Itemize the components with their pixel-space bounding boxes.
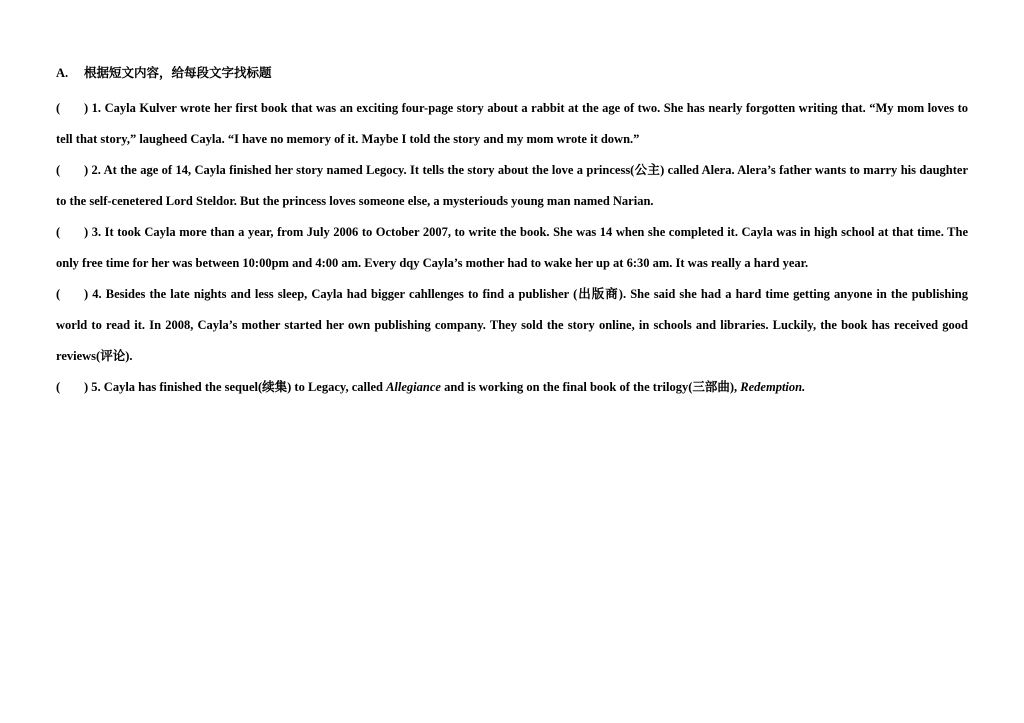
question-1 <box>56 93 968 155</box>
question-2 <box>56 155 968 217</box>
question-5-text-middle: and is working on the final book of the trilogy(三部曲), <box>440 380 741 394</box>
answer-blank-5[interactable]: ( <box>56 380 61 394</box>
question-4-text: ) 4. Besides the late nights and less sleep, Cayla had bigger cahllenges to find a publisher (出版商). She said she had a hard time getting anyone in the publishing world to read it. In 2008, Cayla’s mother started her own publishing company. They sold the story online, in schools and libraries. Luckily, the book has received good reviews(评论). <box>56 287 968 363</box>
question-2-text: ) 2. At the age of 14, Cayla finished her story named Legocy. It tells the story about the love a princess(公主) called Alera. Alera’s father wants to marry his daughter to the self-cenetered Lord Steldor. But the princess loves someone else, a mysteriouds young man named Narian. <box>56 163 968 208</box>
book-title-redemption: Redemption. <box>740 380 806 394</box>
section-instruction: 根据短文内容，给每段文字找标题 <box>84 66 272 80</box>
answer-blank-1[interactable]: ( <box>56 101 61 115</box>
answer-blank-2[interactable]: ( <box>56 163 61 177</box>
reading-exercise <box>56 62 968 403</box>
question-4 <box>56 279 968 372</box>
book-title-allegiance: Allegiance <box>386 380 441 394</box>
answer-blank-3[interactable]: ( <box>56 225 61 239</box>
section-label: A. <box>56 66 69 80</box>
question-3 <box>56 217 968 279</box>
answer-blank-4[interactable]: ( <box>56 287 61 301</box>
section-heading <box>56 62 968 84</box>
question-3-text: ) 3. It took Cayla more than a year, from July 2006 to October 2007, to write the book. She was 14 when she completed it. Cayla was in high school at that time. The only free time for her was between 10:00pm and 4:00 am. Every dqy Cayla’s mother had to wake her up at 6:30 am. It was really a hard year. <box>56 225 968 270</box>
question-5-text-before: ) 5. Cayla has finished the sequel(续集) to Legacy, called <box>84 380 387 394</box>
question-1-text: ) 1. Cayla Kulver wrote her first book that was an exciting four-page story about a rabbit at the age of two. She has nearly forgotten writing that. “My mom loves to tell that story,” laugheed Cayla. “I have no memory of it. Maybe I told the story and my mom wrote it down.” <box>56 101 968 146</box>
question-5 <box>56 372 968 403</box>
